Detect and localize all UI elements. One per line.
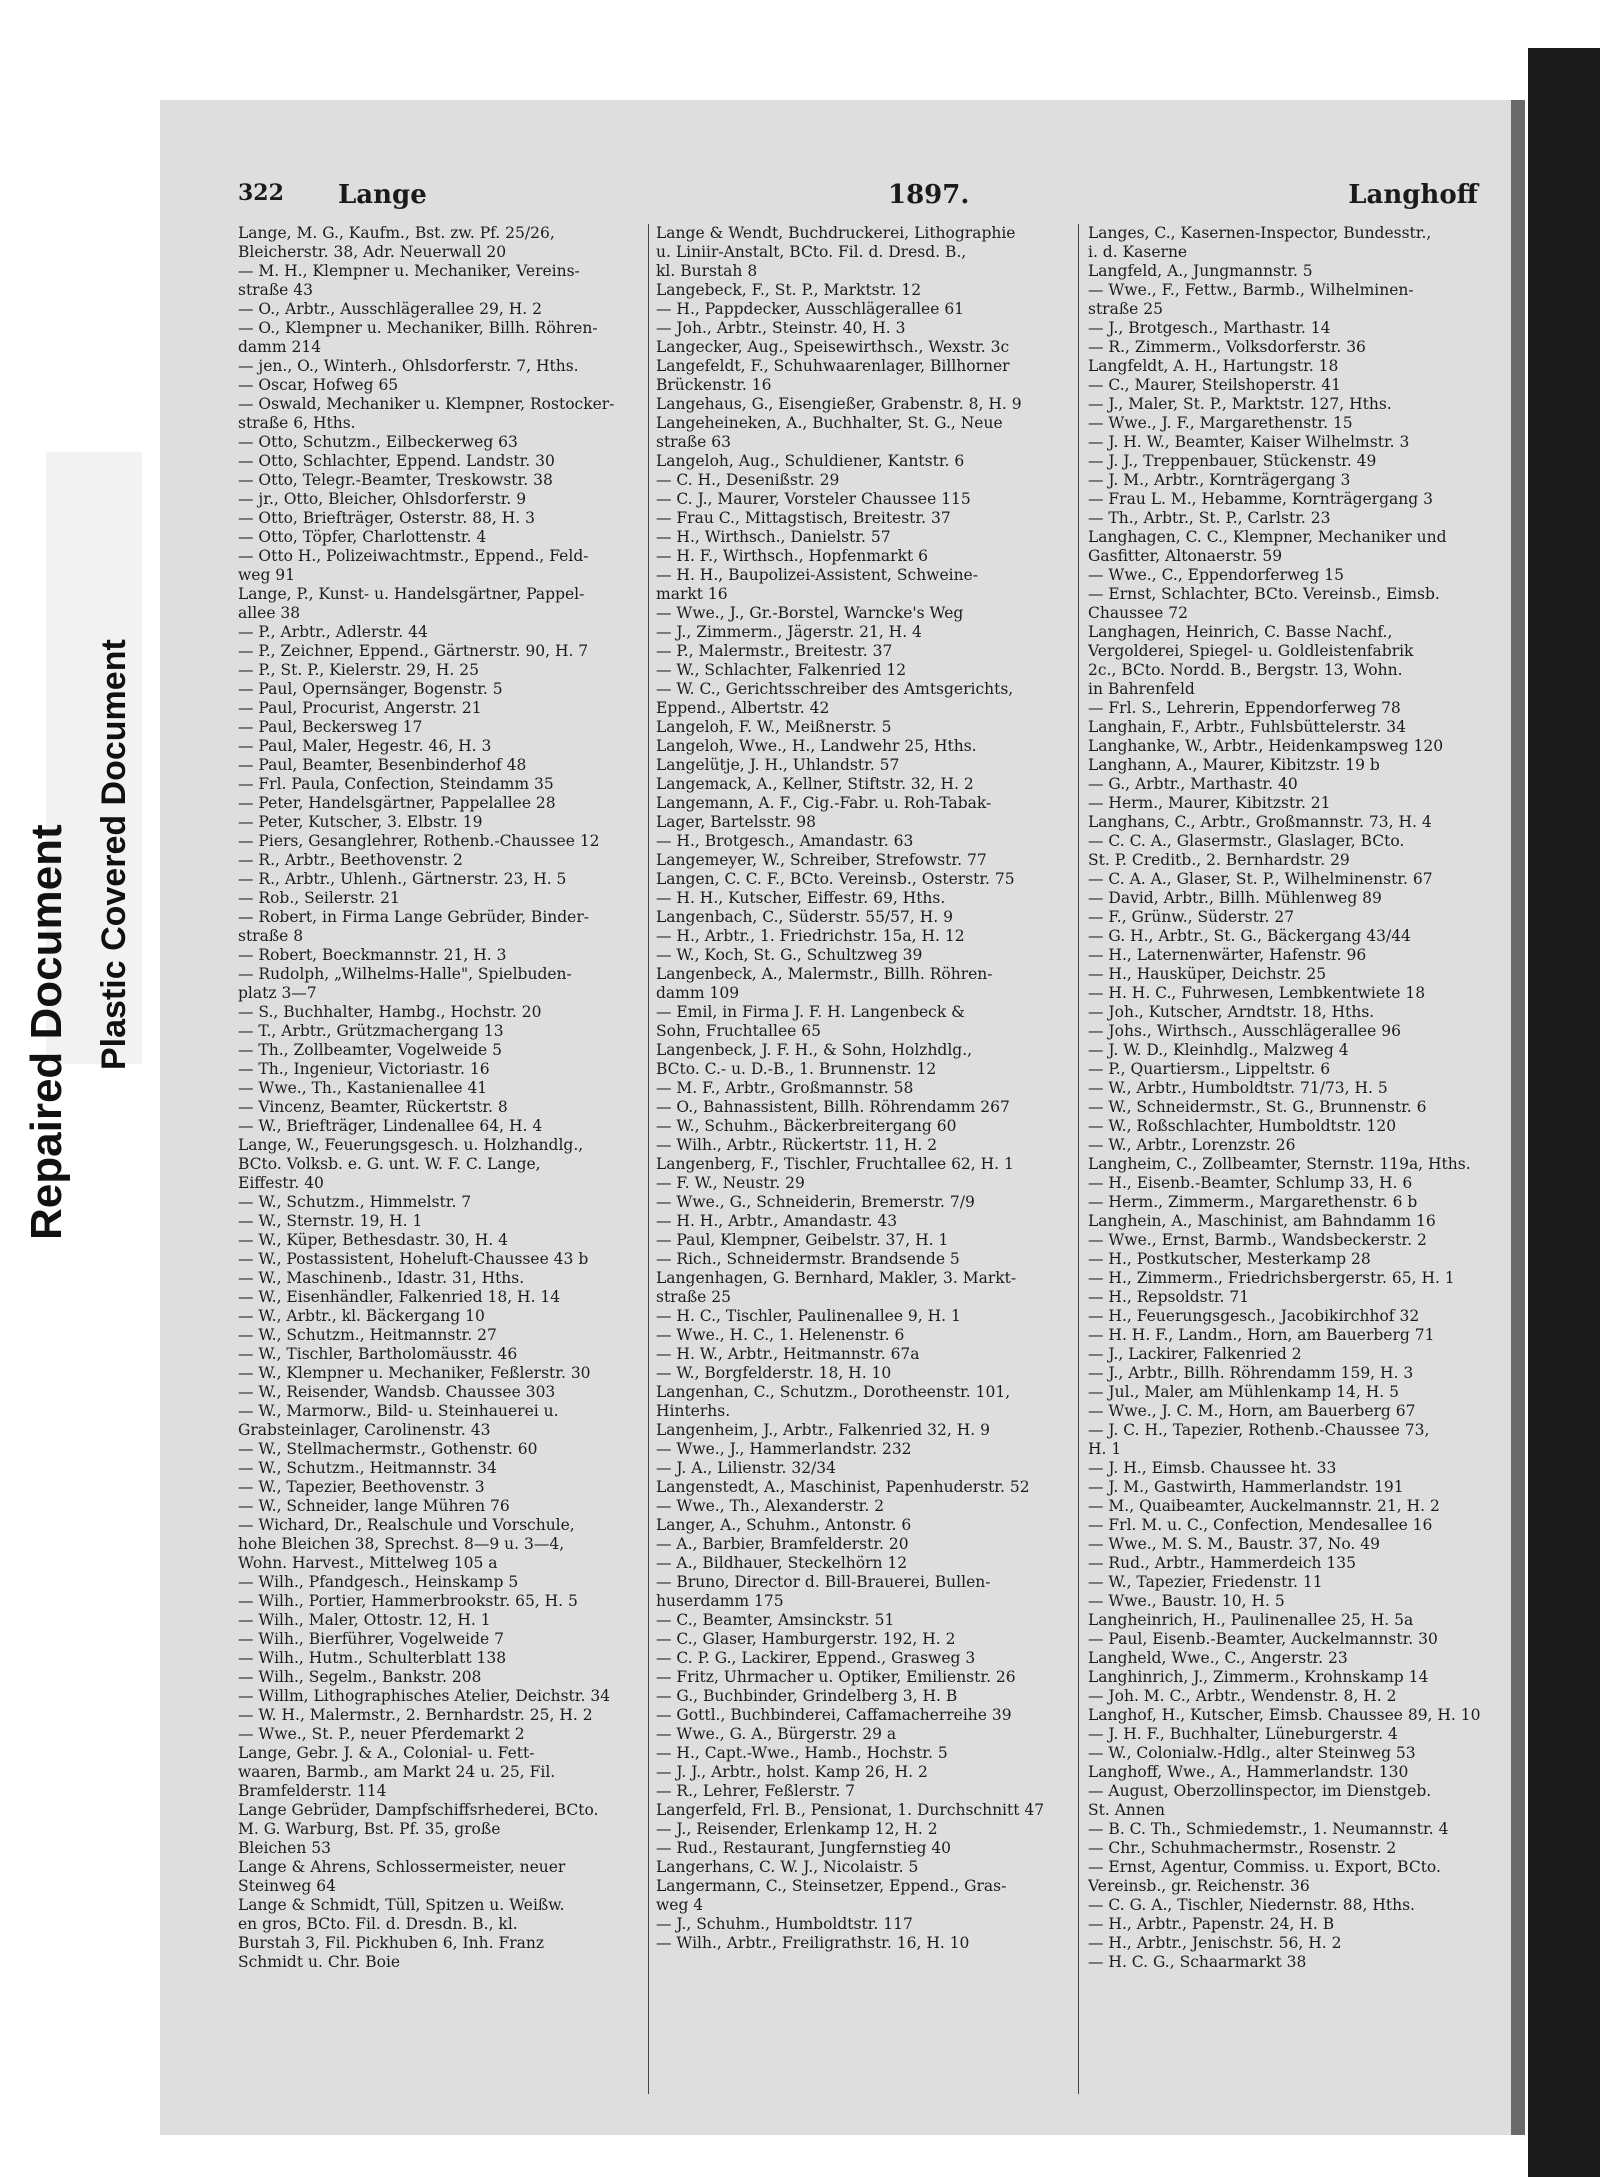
directory-entry-line: — H., Laternenwärter, Hafenstr. 96 xyxy=(1088,946,1367,964)
directory-entry-line: Langenhan, C., Schutzm., Dorotheenstr. 101, xyxy=(656,1383,1011,1401)
directory-entry-line: — M. H., Klempner u. Mechaniker, Vereins- xyxy=(238,262,580,280)
directory-entry-line: — Paul, Maler, Hegestr. 46, H. 3 xyxy=(238,737,492,755)
directory-entry-line: — J., Schuhm., Humboldtstr. 117 xyxy=(656,1915,913,1933)
directory-entry-line: — Wilh., Portier, Hammerbrookstr. 65, H. 5 xyxy=(238,1592,578,1610)
directory-entry-line: — David, Arbtr., Billh. Mühlenweg 89 xyxy=(1088,889,1382,907)
directory-entry-line: — Wilh., Arbtr., Rückertstr. 11, H. 2 xyxy=(656,1136,938,1154)
directory-entry-line: — Emil, in Firma J. F. H. Langenbeck & xyxy=(656,1003,965,1021)
page-edge-shadow xyxy=(1511,100,1525,2135)
directory-entry-line: — H., Capt.-Wwe., Hamb., Hochstr. 5 xyxy=(656,1744,948,1762)
directory-entry-line: — Johs., Wirthsch., Ausschlägerallee 96 xyxy=(1088,1022,1401,1040)
directory-entry-line: — Th., Arbtr., St. P., Carlstr. 23 xyxy=(1088,509,1331,527)
directory-entry-line: — W., Stellmachermstr., Gothenstr. 60 xyxy=(238,1440,538,1458)
directory-entry-line: Lange, W., Feuerungsgesch. u. Holzhandlg., xyxy=(238,1136,584,1154)
directory-entry-line: huserdamm 175 xyxy=(656,1592,784,1610)
directory-entry-line: — Paul, Beckersweg 17 xyxy=(238,718,423,736)
directory-entry-line: in Bahrenfeld xyxy=(1088,680,1195,698)
column-divider xyxy=(1078,224,1079,2094)
directory-entry-line: 2c., BCto. Nordd. B., Bergstr. 13, Wohn. xyxy=(1088,661,1403,679)
directory-entry-line: Langhein, A., Maschinist, am Bahndamm 16 xyxy=(1088,1212,1436,1230)
directory-entry-line: Bleicherstr. 38, Adr. Neuerwall 20 xyxy=(238,243,507,261)
directory-entry-line: M. G. Warburg, Bst. Pf. 35, große xyxy=(238,1820,501,1838)
directory-entry-line: — Frau L. M., Hebamme, Kornträgergang 3 xyxy=(1088,490,1433,508)
directory-entry-line: — Joh., Kutscher, Arndtstr. 18, Hths. xyxy=(1088,1003,1375,1021)
directory-entry-line: — R., Arbtr., Beethovenstr. 2 xyxy=(238,851,463,869)
directory-entry-line: — Vincenz, Beamter, Rückertstr. 8 xyxy=(238,1098,508,1116)
directory-entry-line: Lange, P., Kunst- u. Handelsgärtner, Pappel- xyxy=(238,585,585,603)
directory-entry-line: — Otto, Schutzm., Eilbeckerweg 63 xyxy=(238,433,518,451)
directory-entry-line: Lange & Schmidt, Tüll, Spitzen u. Weißw. xyxy=(238,1896,565,1914)
directory-entry-line: Langheld, Wwe., C., Angerstr. 23 xyxy=(1088,1649,1348,1667)
directory-entry-line: u. Liniir-Anstalt, BCto. Fil. d. Dresd. B., xyxy=(656,243,967,261)
directory-entry-line: — W., Arbtr., Humboldtstr. 71/73, H. 5 xyxy=(1088,1079,1388,1097)
directory-entry-line: damm 109 xyxy=(656,984,740,1002)
directory-entry-line: — Rob., Seilerstr. 21 xyxy=(238,889,400,907)
directory-entry-line: Langer, A., Schuhm., Antonstr. 6 xyxy=(656,1516,912,1534)
directory-entry-line: — Wwe., J., Hammerlandstr. 232 xyxy=(656,1440,912,1458)
directory-entry-line: — P., St. P., Kielerstr. 29, H. 25 xyxy=(238,661,479,679)
directory-entry-line: — J. H. W., Beamter, Kaiser Wilhelmstr. 3 xyxy=(1088,433,1410,451)
directory-entry-line: — M. F., Arbtr., Großmannstr. 58 xyxy=(656,1079,914,1097)
directory-entry-line: Langfeldt, A. H., Hartungstr. 18 xyxy=(1088,357,1339,375)
directory-entry-line: — W., Postassistent, Hoheluft-Chaussee 43 b xyxy=(238,1250,589,1268)
directory-entry-line: kl. Burstah 8 xyxy=(656,262,758,280)
directory-entry-line: — W., Arbtr., kl. Bäckergang 10 xyxy=(238,1307,485,1325)
directory-entry-line: — C. A. A., Glaser, St. P., Wilhelminenstr. 67 xyxy=(1088,870,1433,888)
directory-entry-line: Gasfitter, Altonaerstr. 59 xyxy=(1088,547,1283,565)
directory-entry-line: straße 25 xyxy=(1088,300,1164,318)
directory-entry-line: Langefeldt, F., Schuhwaarenlager, Billhorner xyxy=(656,357,1010,375)
directory-entry-line: — O., Bahnassistent, Billh. Röhrendamm 267 xyxy=(656,1098,1010,1116)
directory-entry-line: — Oscar, Hofweg 65 xyxy=(238,376,399,394)
directory-entry-line: — G. H., Arbtr., St. G., Bäckergang 43/44 xyxy=(1088,927,1411,945)
directory-entry-line: — Wilh., Arbtr., Freiligrathstr. 16, H. 10 xyxy=(656,1934,970,1952)
directory-entry-line: — H., Arbtr., Papenstr. 24, H. B xyxy=(1088,1915,1335,1933)
directory-entry-line: Langeloh, F. W., Meißnerstr. 5 xyxy=(656,718,892,736)
header-right-word: Langhoff xyxy=(1348,180,1478,210)
directory-entry-line: — J., Maler, St. P., Marktstr. 127, Hths. xyxy=(1088,395,1392,413)
directory-entry-line: — G., Arbtr., Marthastr. 40 xyxy=(1088,775,1298,793)
directory-entry-line: — J., Arbtr., Billh. Röhrendamm 159, H. 3 xyxy=(1088,1364,1414,1382)
directory-entry-line: allee 38 xyxy=(238,604,301,622)
directory-entry-line: — J. C. H., Tapezier, Rothenb.-Chaussee 73, xyxy=(1088,1421,1430,1439)
directory-entry-line: Eiffestr. 40 xyxy=(238,1174,324,1192)
directory-entry-line: — W., Klempner u. Mechaniker, Feßlerstr. 30 xyxy=(238,1364,591,1382)
directory-entry-line: — C. C. A., Glasermstr., Glaslager, BCto. xyxy=(1088,832,1405,850)
directory-entry-line: — J. M., Arbtr., Kornträgergang 3 xyxy=(1088,471,1351,489)
directory-entry-line: Langfeld, A., Jungmannstr. 5 xyxy=(1088,262,1313,280)
directory-entry-line: — Otto, Schlachter, Eppend. Landstr. 30 xyxy=(238,452,555,470)
directory-entry-line: — J. H. F., Buchhalter, Lüneburgerstr. 4 xyxy=(1088,1725,1398,1743)
directory-entry-line: Langhanke, W., Arbtr., Heidenkampsweg 120 xyxy=(1088,737,1444,755)
directory-entry-line: — Gottl., Buchbinderei, Caffamacherreihe 39 xyxy=(656,1706,1012,1724)
directory-entry-line: — C., Glaser, Hamburgerstr. 192, H. 2 xyxy=(656,1630,956,1648)
directory-entry-line: — Wwe., J. F., Margarethenstr. 15 xyxy=(1088,414,1353,432)
directory-entry-line: — P., Zeichner, Eppend., Gärtnerstr. 90, H. 7 xyxy=(238,642,589,660)
directory-entry-line: — Th., Zollbeamter, Vogelweide 5 xyxy=(238,1041,502,1059)
directory-entry-line: platz 3—7 xyxy=(238,984,317,1002)
directory-entry-line: — A., Barbier, Bramfelderstr. 20 xyxy=(656,1535,909,1553)
directory-entry-line: Langhinrich, J., Zimmerm., Krohnskamp 14 xyxy=(1088,1668,1429,1686)
directory-entry-line: — H. H., Arbtr., Amandastr. 43 xyxy=(656,1212,898,1230)
directory-entry-line: straße 63 xyxy=(656,433,732,451)
directory-entry-line: — Wwe., F., Fettw., Barmb., Wilhelminen- xyxy=(1088,281,1414,299)
directory-entry-line: — August, Oberzollinspector, im Dienstgeb. xyxy=(1088,1782,1432,1800)
directory-entry-line: — C. H., Desenißstr. 29 xyxy=(656,471,840,489)
directory-entry-line: — H. C. G., Schaarmarkt 38 xyxy=(1088,1953,1307,1971)
directory-entry-line: — O., Klempner u. Mechaniker, Billh. Röhren- xyxy=(238,319,598,337)
directory-entry-line: — Robert, in Firma Lange Gebrüder, Binder- xyxy=(238,908,590,926)
directory-entry-line: — Wilh., Hutm., Schulterblatt 138 xyxy=(238,1649,507,1667)
directory-entry-line: — R., Arbtr., Uhlenh., Gärtnerstr. 23, H. 5 xyxy=(238,870,567,888)
directory-entry-line: Steinweg 64 xyxy=(238,1877,336,1895)
directory-entry-line: — W., Roßschlachter, Humboldtstr. 120 xyxy=(1088,1117,1397,1135)
directory-entry-line: Langeloh, Wwe., H., Landwehr 25, Hths. xyxy=(656,737,977,755)
directory-entry-line: — Joh., Arbtr., Steinstr. 40, H. 3 xyxy=(656,319,906,337)
directory-entry-line: Lange & Wendt, Buchdruckerei, Lithographie xyxy=(656,224,1016,242)
directory-entry-line: — H., Feuerungsgesch., Jacobikirchhof 32 xyxy=(1088,1307,1420,1325)
directory-entry-line: — Wwe., G., Schneiderin, Bremerstr. 7/9 xyxy=(656,1193,975,1211)
directory-entry-line: — H., Wirthsch., Danielstr. 57 xyxy=(656,528,891,546)
directory-entry-line: — H. F., Wirthsch., Hopfenmarkt 6 xyxy=(656,547,928,565)
directory-entry-line: — W., Schutzm., Heitmannstr. 34 xyxy=(238,1459,497,1477)
directory-entry-line: — Otto, Töpfer, Charlottenstr. 4 xyxy=(238,528,487,546)
directory-entry-line: Langelütje, J. H., Uhlandstr. 57 xyxy=(656,756,900,774)
directory-entry-line: Langhoff, Wwe., A., Hammerlandstr. 130 xyxy=(1088,1763,1409,1781)
directory-entry-line: — Wwe., C., Eppendorferweg 15 xyxy=(1088,566,1344,584)
directory-entry-line: — Ernst, Schlachter, BCto. Vereinsb., Eimsb. xyxy=(1088,585,1440,603)
directory-entry-line: — Rich., Schneidermstr. Brandsende 5 xyxy=(656,1250,960,1268)
directory-entry-line: — Wwe., H. C., 1. Helenenstr. 6 xyxy=(656,1326,905,1344)
directory-entry-line: — Bruno, Director d. Bill-Brauerei, Bullen- xyxy=(656,1573,991,1591)
directory-entry-line: Sohn, Fruchtallee 65 xyxy=(656,1022,821,1040)
directory-entry-line: i. d. Kaserne xyxy=(1088,243,1188,261)
directory-entry-line: weg 4 xyxy=(656,1896,704,1914)
directory-entry-line: — H., Brotgesch., Amandastr. 63 xyxy=(656,832,914,850)
directory-entry-line: Wohn. Harvest., Mittelweg 105 a xyxy=(238,1554,498,1572)
directory-entry-line: Lager, Bartelsstr. 98 xyxy=(656,813,817,831)
directory-entry-line: Bramfelderstr. 114 xyxy=(238,1782,387,1800)
directory-entry-line: Lange Gebrüder, Dampfschiffsrhederei, BCto. xyxy=(238,1801,599,1819)
directory-entry-line: — S., Buchhalter, Hambg., Hochstr. 20 xyxy=(238,1003,542,1021)
directory-entry-line: — Chr., Schuhmachermstr., Rosenstr. 2 xyxy=(1088,1839,1397,1857)
directory-entry-line: — W., Tapezier, Beethovenstr. 3 xyxy=(238,1478,485,1496)
directory-entry-line: — W., Schutzm., Heitmannstr. 27 xyxy=(238,1326,497,1344)
directory-entry-line: — Wwe., J., Gr.-Borstel, Warncke's Weg xyxy=(656,604,964,622)
directory-entry-line: — H., Repsoldstr. 71 xyxy=(1088,1288,1250,1306)
directory-entry-line: — Wilh., Bierführer, Vogelweide 7 xyxy=(238,1630,504,1648)
directory-entry-line: Langemack, A., Kellner, Stiftstr. 32, H. 2 xyxy=(656,775,974,793)
directory-entry-line: — Wwe., J. C. M., Horn, am Bauerberg 67 xyxy=(1088,1402,1416,1420)
directory-entry-line: St. Annen xyxy=(1088,1801,1166,1819)
directory-entry-line: — W., Schneidermstr., St. G., Brunnenstr. 6 xyxy=(1088,1098,1427,1116)
directory-entry-line: straße 8 xyxy=(238,927,304,945)
directory-entry-line: — J. W. D., Kleinhdlg., Malzweg 4 xyxy=(1088,1041,1349,1059)
directory-entry-line: — W., Schlachter, Falkenried 12 xyxy=(656,661,907,679)
directory-entry-line: Langemeyer, W., Schreiber, Strefowstr. 77 xyxy=(656,851,987,869)
directory-entry-line: Langhain, F., Arbtr., Fuhlsbüttelerstr. 34 xyxy=(1088,718,1406,736)
page-number: 322 xyxy=(238,180,284,206)
directory-entry-line: — Wwe., Th., Kastanienallee 41 xyxy=(238,1079,488,1097)
directory-entry-line: — W., Maschinenb., Idastr. 31, Hths. xyxy=(238,1269,525,1287)
directory-entry-line: — Wwe., Ernst, Barmb., Wandsbeckerstr. 2 xyxy=(1088,1231,1427,1249)
directory-entry-line: Langecker, Aug., Speisewirthsch., Wexstr. 3c xyxy=(656,338,1010,356)
directory-entry-line: — Robert, Boeckmannstr. 21, H. 3 xyxy=(238,946,507,964)
directory-entry-line: Lange & Ahrens, Schlossermeister, neuer xyxy=(238,1858,566,1876)
column-right xyxy=(1088,224,1498,1972)
directory-entry-line: — R., Lehrer, Feßlerstr. 7 xyxy=(656,1782,856,1800)
directory-entry-line: — H., Pappdecker, Ausschlägerallee 61 xyxy=(656,300,965,318)
directory-entry-line: — C., Maurer, Steilshoperstr. 41 xyxy=(1088,376,1341,394)
directory-entry-line: BCto. C.- u. D.-B., 1. Brunnenstr. 12 xyxy=(656,1060,937,1078)
directory-entry-line: Langeheineken, A., Buchhalter, St. G., Neue xyxy=(656,414,1003,432)
directory-entry-line: Langheim, C., Zollbeamter, Sternstr. 119a, Hths. xyxy=(1088,1155,1471,1173)
directory-entry-line: — Wwe., Baustr. 10, H. 5 xyxy=(1088,1592,1285,1610)
scanner-edge xyxy=(1528,48,1600,2177)
directory-entry-line: Langenstedt, A., Maschinist, Papenhuderstr. 52 xyxy=(656,1478,1030,1496)
directory-entry-line: — Wilh., Maler, Ottostr. 12, H. 1 xyxy=(238,1611,491,1629)
directory-entry-line: — W., Schutzm., Himmelstr. 7 xyxy=(238,1193,472,1211)
directory-entry-line: — H. W., Arbtr., Heitmannstr. 67a xyxy=(656,1345,920,1363)
directory-entry-line: — H., Zimmerm., Friedrichsbergerstr. 65, H. 1 xyxy=(1088,1269,1455,1287)
directory-entry-line: Langenhagen, G. Bernhard, Makler, 3. Markt- xyxy=(656,1269,1017,1287)
directory-entry-line: markt 16 xyxy=(656,585,728,603)
directory-entry-line: — H., Hausküper, Deichstr. 25 xyxy=(1088,965,1327,983)
directory-entry-line: Langheinrich, H., Paulinenallee 25, H. 5a xyxy=(1088,1611,1414,1629)
directory-entry-line: — H., Eisenb.-Beamter, Schlump 33, H. 6 xyxy=(1088,1174,1413,1192)
directory-entry-line: — H., Postkutscher, Mesterkamp 28 xyxy=(1088,1250,1371,1268)
directory-entry-line: — C. J., Maurer, Vorsteler Chaussee 115 xyxy=(656,490,971,508)
directory-entry-line: — J., Reisender, Erlenkamp 12, H. 2 xyxy=(656,1820,938,1838)
directory-entry-line: — Frl. S., Lehrerin, Eppendorferweg 78 xyxy=(1088,699,1401,717)
directory-entry-line: — J. J., Arbtr., holst. Kamp 26, H. 2 xyxy=(656,1763,928,1781)
directory-entry-line: — P., Malermstr., Breitestr. 37 xyxy=(656,642,893,660)
directory-entry-line: — Paul, Procurist, Angerstr. 21 xyxy=(238,699,482,717)
directory-entry-line: — J., Lackirer, Falkenried 2 xyxy=(1088,1345,1302,1363)
directory-entry-line: Langerhans, C. W. J., Nicolaistr. 5 xyxy=(656,1858,919,1876)
directory-entry-line: — Frl. M. u. C., Confection, Mendesallee 16 xyxy=(1088,1516,1433,1534)
directory-entry-line: Langebeck, F., St. P., Marktstr. 12 xyxy=(656,281,922,299)
directory-entry-line: — C. G. A., Tischler, Niedernstr. 88, Hths. xyxy=(1088,1896,1415,1914)
directory-entry-line: — J., Zimmerm., Jägerstr. 21, H. 4 xyxy=(656,623,922,641)
directory-entry-line: Bleichen 53 xyxy=(238,1839,331,1857)
directory-entry-line: waaren, Barmb., am Markt 24 u. 25, Fil. xyxy=(238,1763,556,1781)
directory-entry-line: Vereinsb., gr. Reichenstr. 36 xyxy=(1088,1877,1310,1895)
directory-entry-line: — W., Briefträger, Lindenallee 64, H. 4 xyxy=(238,1117,543,1135)
directory-entry-line: — Oswald, Mechaniker u. Klempner, Rostocker- xyxy=(238,395,615,413)
header-left-word: Lange xyxy=(338,180,427,210)
directory-entry-line: — Rud., Restaurant, Jungfernstieg 40 xyxy=(656,1839,952,1857)
directory-entry-line: Eppend., Albertstr. 42 xyxy=(656,699,830,717)
directory-entry-line: — Herm., Maurer, Kibitzstr. 21 xyxy=(1088,794,1331,812)
directory-entry-line: — Fritz, Uhrmacher u. Optiker, Emilienstr. 26 xyxy=(656,1668,1016,1686)
directory-entry-line: Brückenstr. 16 xyxy=(656,376,772,394)
directory-entry-line: — J. M., Gastwirth, Hammerlandstr. 191 xyxy=(1088,1478,1404,1496)
directory-entry-line: — W., Tischler, Bartholomäusstr. 46 xyxy=(238,1345,518,1363)
directory-entry-line: — W., Tapezier, Friedenstr. 11 xyxy=(1088,1573,1323,1591)
directory-entry-line: damm 214 xyxy=(238,338,322,356)
directory-entry-line: — Wichard, Dr., Realschule und Vorschule, xyxy=(238,1516,575,1534)
plastic-covered-label: Plastic Covered Document xyxy=(95,639,133,1070)
directory-entry-line: Langenbeck, J. F. H., & Sohn, Holzhdlg., xyxy=(656,1041,973,1059)
directory-entry-line: en gros, BCto. Fil. d. Dresdn. B., kl. xyxy=(238,1915,518,1933)
directory-entry-line: — W., Arbtr., Lorenzstr. 26 xyxy=(1088,1136,1296,1154)
directory-entry-line: — Th., Ingenieur, Victoriastr. 16 xyxy=(238,1060,490,1078)
directory-entry-line: Langenheim, J., Arbtr., Falkenried 32, H. 9 xyxy=(656,1421,990,1439)
directory-entry-line: — R., Zimmerm., Volksdorferstr. 36 xyxy=(1088,338,1366,356)
directory-entry-line: Langehaus, G., Eisengießer, Grabenstr. 8, H. 9 xyxy=(656,395,1022,413)
directory-entry-line: Langhann, A., Maurer, Kibitzstr. 19 b xyxy=(1088,756,1380,774)
directory-entry-line: Lange, M. G., Kaufm., Bst. zw. Pf. 25/26, xyxy=(238,224,555,242)
directory-entry-line: — Otto, Telegr.-Beamter, Treskowstr. 38 xyxy=(238,471,553,489)
directory-entry-line: — W., Koch, St. G., Schultzweg 39 xyxy=(656,946,923,964)
directory-entry-line: — F., Grünw., Süderstr. 27 xyxy=(1088,908,1295,926)
directory-entry-line: — J. A., Lilienstr. 32/34 xyxy=(656,1459,836,1477)
directory-entry-line: — A., Bildhauer, Steckelhörn 12 xyxy=(656,1554,908,1572)
directory-entry-line: — Wilh., Pfandgesch., Heinskamp 5 xyxy=(238,1573,519,1591)
page-header xyxy=(238,180,1498,214)
column-divider xyxy=(648,224,649,2094)
directory-entry-line: Langhans, C., Arbtr., Großmannstr. 73, H. 4 xyxy=(1088,813,1432,831)
directory-entry-line: — J. J., Treppenbauer, Stückenstr. 49 xyxy=(1088,452,1377,470)
directory-entry-line: Grabsteinlager, Carolinenstr. 43 xyxy=(238,1421,491,1439)
directory-entry-line: — W., Sternstr. 19, H. 1 xyxy=(238,1212,423,1230)
directory-entry-line: — Peter, Handelsgärtner, Pappelallee 28 xyxy=(238,794,556,812)
directory-entry-line: — Wwe., Th., Alexanderstr. 2 xyxy=(656,1497,885,1515)
directory-entry-line: Langhagen, Heinrich, C. Basse Nachf., xyxy=(1088,623,1393,641)
directory-entry-line: — jen., O., Winterh., Ohlsdorferstr. 7, Hths. xyxy=(238,357,579,375)
directory-entry-line: Langenberg, F., Tischler, Fruchtallee 62, H. 1 xyxy=(656,1155,1014,1173)
directory-entry-line: — Willm, Lithographisches Atelier, Deichstr. 34 xyxy=(238,1687,611,1705)
directory-entry-line: Langenbach, C., Süderstr. 55/57, H. 9 xyxy=(656,908,953,926)
directory-entry-line: — Paul, Beamter, Besenbinderhof 48 xyxy=(238,756,527,774)
directory-entry-line: — Piers, Gesanglehrer, Rothenb.-Chaussee 12 xyxy=(238,832,600,850)
directory-entry-line: — W., Küper, Bethesdastr. 30, H. 4 xyxy=(238,1231,508,1249)
directory-entry-line: — J., Brotgesch., Marthastr. 14 xyxy=(1088,319,1331,337)
directory-entry-line: — H. H., Baupolizei-Assistent, Schweine- xyxy=(656,566,978,584)
directory-entry-line: — Rudolph, „Wilhelms-Halle", Spielbuden- xyxy=(238,965,572,983)
directory-entry-line: hohe Bleichen 38, Sprechst. 8—9 u. 3—4, xyxy=(238,1535,565,1553)
directory-entry-line: weg 91 xyxy=(238,566,296,584)
directory-entry-line: — Frl. Paula, Confection, Steindamm 35 xyxy=(238,775,554,793)
directory-entry-line: — W., Eisenhändler, Falkenried 18, H. 14 xyxy=(238,1288,561,1306)
directory-entry-line: St. P. Creditb., 2. Bernhardstr. 29 xyxy=(1088,851,1350,869)
directory-entry-line: Langeloh, Aug., Schuldiener, Kantstr. 6 xyxy=(656,452,965,470)
directory-entry-line: BCto. Volksb. e. G. unt. W. F. C. Lange, xyxy=(238,1155,541,1173)
directory-entry-line: — Rud., Arbtr., Hammerdeich 135 xyxy=(1088,1554,1356,1572)
directory-entry-line: Chaussee 72 xyxy=(1088,604,1188,622)
directory-entry-line: — Paul, Klempner, Geibelstr. 37, H. 1 xyxy=(656,1231,949,1249)
directory-entry-line: — Wilh., Segelm., Bankstr. 208 xyxy=(238,1668,482,1686)
directory-entry-line: — Wwe., M. S. M., Baustr. 37, No. 49 xyxy=(1088,1535,1381,1553)
directory-entry-line: — W. C., Gerichtsschreiber des Amtsgerichts, xyxy=(656,680,1014,698)
directory-entry-line: Langhagen, C. C., Klempner, Mechaniker und xyxy=(1088,528,1447,546)
directory-entry-line: — W., Schneider, lange Mühren 76 xyxy=(238,1497,510,1515)
column-middle xyxy=(656,224,1068,1953)
directory-entry-line: — Frau C., Mittagstisch, Breitestr. 37 xyxy=(656,509,951,527)
directory-entry-line: — G., Buchbinder, Grindelberg 3, H. B xyxy=(656,1687,958,1705)
directory-entry-line: — O., Arbtr., Ausschlägerallee 29, H. 2 xyxy=(238,300,542,318)
directory-entry-line: — Wwe., St. P., neuer Pferdemarkt 2 xyxy=(238,1725,525,1743)
directory-entry-line: — F. W., Neustr. 29 xyxy=(656,1174,805,1192)
directory-entry-line: — Otto, Briefträger, Osterstr. 88, H. 3 xyxy=(238,509,536,527)
directory-entry-line: Langhof, H., Kutscher, Eimsb. Chaussee 89, H. 10 xyxy=(1088,1706,1481,1724)
directory-entry-line: straße 6, Hths. xyxy=(238,414,356,432)
directory-entry-line: H. 1 xyxy=(1088,1440,1122,1458)
directory-entry-line: Langerfeld, Frl. B., Pensionat, 1. Durchschnitt 47 xyxy=(656,1801,1045,1819)
directory-entry-line: Langermann, C., Steinsetzer, Eppend., Gras- xyxy=(656,1877,1007,1895)
directory-entry-line: — Ernst, Agentur, Commiss. u. Export, BCto. xyxy=(1088,1858,1441,1876)
directory-entry-line: straße 43 xyxy=(238,281,314,299)
directory-entry-line: — W., Colonialw.-Hdlg., alter Steinweg 53 xyxy=(1088,1744,1416,1762)
directory-entry-line: — H., Arbtr., Jenischstr. 56, H. 2 xyxy=(1088,1934,1342,1952)
directory-entry-line: — H. H., Kutscher, Eiffestr. 69, Hths. xyxy=(656,889,946,907)
column-left xyxy=(238,224,638,1972)
directory-entry-line: Lange, Gebr. J. & A., Colonial- u. Fett- xyxy=(238,1744,535,1762)
directory-entry-line: Vergolderei, Spiegel- u. Goldleistenfabrik xyxy=(1088,642,1414,660)
directory-entry-line: — W. H., Malermstr., 2. Bernhardstr. 25, H. 2 xyxy=(238,1706,593,1724)
directory-page xyxy=(160,100,1525,2135)
directory-entry-line: — Wwe., G. A., Bürgerstr. 29 a xyxy=(656,1725,897,1743)
directory-entry-line: — H. C., Tischler, Paulinenallee 9, H. 1 xyxy=(656,1307,961,1325)
directory-entry-line: — T., Arbtr., Grützmachergang 13 xyxy=(238,1022,504,1040)
repaired-document-label: Repaired Document xyxy=(22,824,71,1240)
directory-entry-line: Langes, C., Kasernen-Inspector, Bundesstr., xyxy=(1088,224,1432,242)
directory-entry-line: — H., Arbtr., 1. Friedrichstr. 15a, H. 12 xyxy=(656,927,965,945)
directory-entry-line: — Jul., Maler, am Mühlenkamp 14, H. 5 xyxy=(1088,1383,1399,1401)
directory-entry-line: — W., Schuhm., Bäckerbreitergang 60 xyxy=(656,1117,957,1135)
directory-entry-line: Schmidt u. Chr. Boie xyxy=(238,1953,401,1971)
directory-entry-line: — jr., Otto, Bleicher, Ohlsdorferstr. 9 xyxy=(238,490,527,508)
directory-entry-line: Langen, C. C. F., BCto. Vereinsb., Osterstr. 75 xyxy=(656,870,1015,888)
directory-entry-line: — H. H. C., Fuhrwesen, Lembkentwiete 18 xyxy=(1088,984,1426,1002)
directory-entry-line: — Paul, Eisenb.-Beamter, Auckelmannstr. 30 xyxy=(1088,1630,1438,1648)
directory-entry-line: — Paul, Opernsänger, Bogenstr. 5 xyxy=(238,680,503,698)
directory-entry-line: — M., Quaibeamter, Auckelmannstr. 21, H. 2 xyxy=(1088,1497,1440,1515)
directory-entry-line: — Peter, Kutscher, 3. Elbstr. 19 xyxy=(238,813,483,831)
directory-entry-line: — Herm., Zimmerm., Margarethenstr. 6 b xyxy=(1088,1193,1418,1211)
directory-entry-line: Langenbeck, A., Malermstr., Billh. Röhren- xyxy=(656,965,993,983)
directory-entry-line: — Joh. M. C., Arbtr., Wendenstr. 8, H. 2 xyxy=(1088,1687,1397,1705)
directory-entry-line: — P., Quartiersm., Lippeltstr. 6 xyxy=(1088,1060,1331,1078)
directory-entry-line: — C., Beamter, Amsinckstr. 51 xyxy=(656,1611,895,1629)
directory-entry-line: straße 25 xyxy=(656,1288,732,1306)
directory-entry-line: — W., Borgfelderstr. 18, H. 10 xyxy=(656,1364,892,1382)
directory-entry-line: — B. C. Th., Schmiedemstr., 1. Neumannstr. 4 xyxy=(1088,1820,1449,1838)
directory-entry-line: — W., Reisender, Wandsb. Chaussee 303 xyxy=(238,1383,556,1401)
header-year: 1897. xyxy=(888,180,970,210)
directory-entry-line: — H. H. F., Landm., Horn, am Bauerberg 71 xyxy=(1088,1326,1435,1344)
directory-entry-line: Hinterhs. xyxy=(656,1402,731,1420)
directory-entry-line: — J. H., Eimsb. Chaussee ht. 33 xyxy=(1088,1459,1337,1477)
directory-entry-line: — P., Arbtr., Adlerstr. 44 xyxy=(238,623,428,641)
directory-entry-line: — C. P. G., Lackirer, Eppend., Grasweg 3 xyxy=(656,1649,976,1667)
directory-entry-line: — W., Marmorw., Bild- u. Steinhauerei u. xyxy=(238,1402,559,1420)
directory-entry-line: — Otto H., Polizeiwachtmstr., Eppend., Feld- xyxy=(238,547,589,565)
directory-entry-line: Langemann, A. F., Cig.-Fabr. u. Roh-Tabak- xyxy=(656,794,992,812)
directory-entry-line: Burstah 3, Fil. Pickhuben 6, Inh. Franz xyxy=(238,1934,544,1952)
